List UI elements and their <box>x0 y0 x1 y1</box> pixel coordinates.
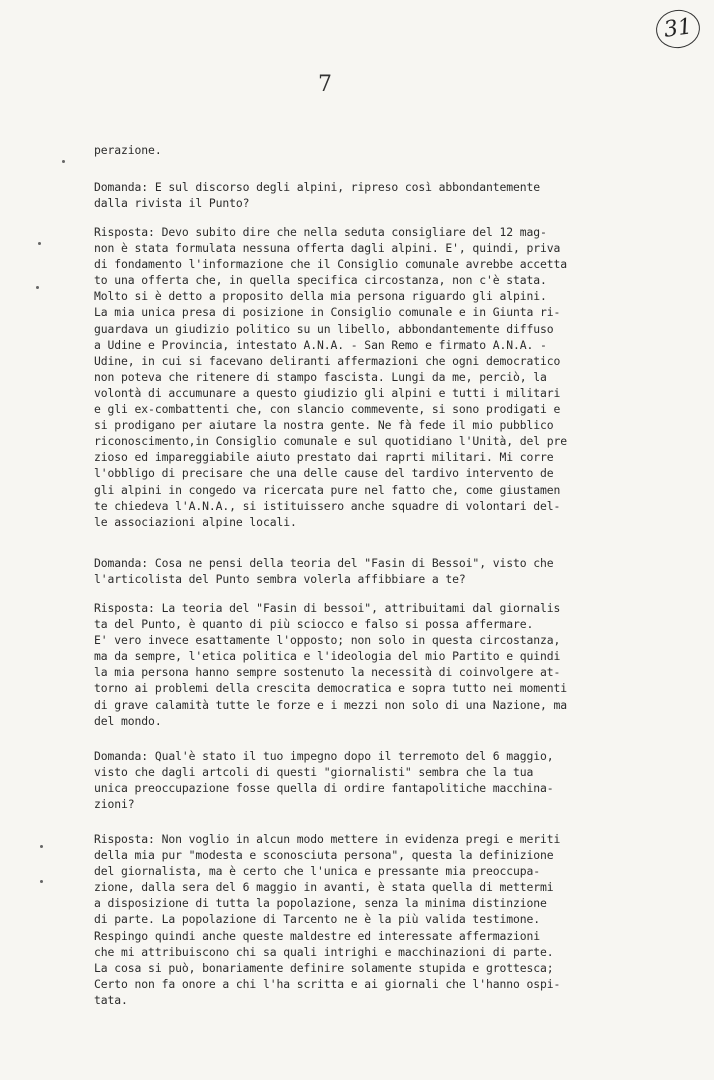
text-line: l'articolista del Punto sembra volerla affibbiare a te? <box>94 572 466 587</box>
text-line: riconoscimento,in Consiglio comunale e sul quotidiano l'Unità, del pre <box>94 434 568 449</box>
text-line: Risposta: Devo subito dire che nella seduta consigliare del 12 mag- <box>94 225 547 239</box>
text-line: dalla rivista il Punto? <box>94 196 250 211</box>
page-number: 7 <box>318 72 332 97</box>
text-line: volontà di accumunare a questo giudizio gli alpini e tutti i militari <box>94 385 561 400</box>
text-line: a Udine e Provincia, intestato A.N.A. - San Remo e firmato A.N.A. - <box>94 337 547 352</box>
text-line: e gli ex-combattenti che, con slancio commevente, si sono prodigati e <box>94 402 561 417</box>
paragraph-continuation <box>94 142 604 158</box>
text-line: tata. <box>94 992 128 1007</box>
text-line: to una offerta che, in quella specifica circostanza, non c'è stata. <box>94 273 547 288</box>
text-line: Risposta: La teoria del "Fasin di bessoi", attribuitami dal giornalis <box>94 601 561 615</box>
text-line: unica preoccupazione fosse quella di ordire fantapolitiche macchina- <box>94 781 554 796</box>
margin-mark <box>36 286 39 289</box>
text-line: Risposta: Non voglio in alcun modo mettere in evidenza pregi e meriti <box>94 832 561 846</box>
text-line: di fondamento l'informazione che il Consiglio comunale avrebbe accetta <box>94 257 568 272</box>
margin-mark <box>62 160 65 163</box>
text-line: del giornalista, ma è certo che l'unica e pressante mia preoccupa- <box>94 864 541 879</box>
text-line: che mi attribuiscono chi sa quali intrighi e macchinazioni di parte. <box>94 944 554 959</box>
question-fasin-di-bessoi <box>94 555 604 587</box>
text-line: ma da sempre, l'etica politica e l'ideologia del mio Partito e quindi <box>94 649 561 664</box>
text-line: La mia unica presa di posizione in Consiglio comunale e in Giunta ri- <box>94 305 561 320</box>
text-line: perazione. <box>94 143 162 157</box>
text-line: di grave calamità tutte le forze e i mezzi non solo di una Nazione, ma <box>94 697 568 712</box>
text-line: Udine, in cui si facevano deliranti affermazioni che ogni democratico <box>94 353 561 368</box>
text-line: Certo non fa onore a chi l'ha scritta e ai giornali che l'hanno ospi- <box>94 976 561 991</box>
text-line: si prodigano per aiutare la nostra gente. Ne fà fede il mio pubblico <box>94 418 554 433</box>
text-line: l'obbligo di precisare che una delle cause del tardivo intervento de <box>94 466 554 481</box>
text-line: del mondo. <box>94 713 162 728</box>
text-line: Molto si è detto a proposito della mia persona riguardo gli alpini. <box>94 289 547 304</box>
text-line: di parte. La popolazione di Tarcento ne è la più valida testimone. <box>94 912 541 927</box>
text-line: La cosa si può, bonariamente definire solamente stupida e grottesca; <box>94 960 554 975</box>
text-line: la mia persona hanno sempre sostenuto la necessità di coinvolgere at- <box>94 665 561 680</box>
question-alpini <box>94 179 604 211</box>
margin-mark <box>40 880 43 883</box>
text-line: della mia pur "modesta e sconosciuta persona", questa la definizione <box>94 848 554 863</box>
margin-mark <box>40 845 43 848</box>
text-line: visto che dagli artcoli di questi "giornalisti" sembra che la tua <box>94 765 534 780</box>
text-line: non poteva che ritenere di stampo fascista. Lungi da me, perciò, la <box>94 369 547 384</box>
text-line: zioso ed impareggiabile aiuto prestato dai raprti militari. Mi corre <box>94 450 554 465</box>
text-line: a disposizione di tutta la popolazione, senza la minima distinzione <box>94 896 547 911</box>
text-line: te chiedeva l'A.N.A., si istituissero anche squadre di volontari del- <box>94 498 561 513</box>
text-line: ta del Punto, è quanto di più sciocco e falso si possa affermare. <box>94 617 534 632</box>
margin-mark <box>38 242 41 245</box>
answer-fasin-di-bessoi <box>94 600 604 729</box>
text-line: non è stata formulata nessuna offerta dagli alpini. E', quindi, priva <box>94 241 561 256</box>
text-line: torno ai problemi della crescita democratica e sopra tutto nei momenti <box>94 681 568 696</box>
text-line: guardava un giudizio politico su un libello, abbondantemente diffuso <box>94 321 554 336</box>
text-line: zioni? <box>94 797 135 812</box>
text-line: Domanda: Qual'è stato il tuo impegno dopo il terremoto del 6 maggio, <box>94 749 554 763</box>
page-number-circle: 31 <box>654 7 703 51</box>
text-line: zione, dalla sera del 6 maggio in avanti, è stata quella di mettermi <box>94 880 554 895</box>
question-impegno-terremoto <box>94 748 604 812</box>
answer-alpini <box>94 224 604 530</box>
text-line: le associazioni alpine locali. <box>94 514 297 529</box>
text-line: Domanda: Cosa ne pensi della teoria del "Fasin di Bessoi", visto che <box>94 556 554 570</box>
answer-impegno-terremoto <box>94 831 604 1008</box>
text-line: Respingo quindi anche queste maldestre ed interessate affermazioni <box>94 928 541 943</box>
text-line: Domanda: E sul discorso degli alpini, ripreso così abbondantemente <box>94 180 541 194</box>
text-line: E' vero invece esattamente l'opposto; non solo in questa circostanza, <box>94 633 561 648</box>
text-line: gli alpini in congedo va ricercata pure nel fatto che, come giustamen <box>94 482 561 497</box>
